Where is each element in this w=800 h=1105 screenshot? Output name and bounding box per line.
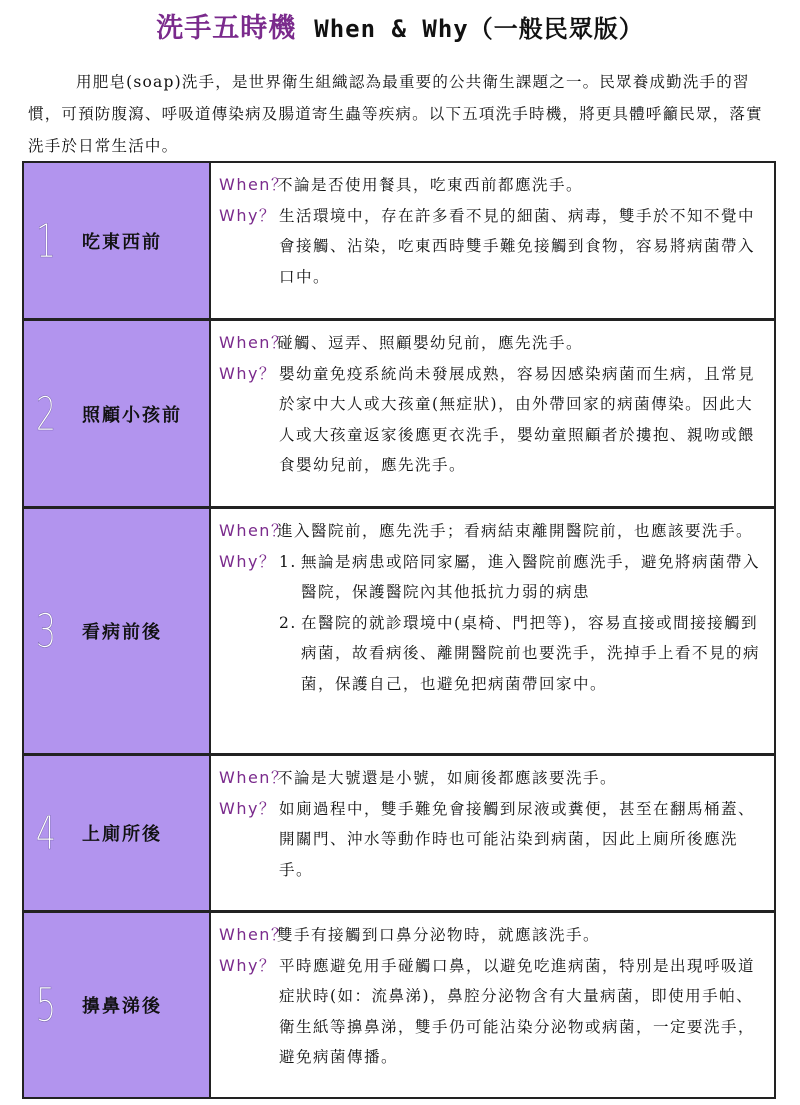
handwash-table: [22, 161, 776, 1099]
row-content-cell: [211, 913, 774, 1097]
row-number: 5: [35, 978, 57, 1032]
why-label: Why？: [219, 205, 277, 225]
why-text: 生活環境中，存在許多看不見的細菌、病毒，雙手於不知不覺中會接觸、沾染，吃東西時雙手難免接觸到食物，容易將病菌帶入口中。: [279, 206, 756, 286]
when-line: [219, 763, 764, 794]
row-number: 3: [35, 604, 57, 658]
why-list: [279, 547, 764, 700]
when-text: 雙手有接觸到口鼻分泌物時，就應該洗手。: [277, 926, 601, 944]
row-number: 4: [35, 806, 57, 860]
why-line: [219, 201, 764, 293]
when-text: 進入醫院前，應先洗手；看病結束離開醫院前，也應該要洗手。: [277, 522, 754, 540]
why-label: Why？: [219, 955, 277, 975]
table-row: [24, 163, 774, 318]
row-content-cell: [211, 509, 774, 753]
why-line: [219, 951, 764, 1073]
why-text: 平時應避免用手碰觸口鼻，以避免吃進病菌，特別是出現呼吸道症狀時(如：流鼻涕)，鼻腔分泌物含有大量病菌，即使用手帕、衛生紙等擤鼻涕，雙手仍可能沾染分泌物或病菌，一定要洗手，避免病菌傳播。: [279, 956, 756, 1066]
list-number: 1.: [279, 552, 297, 571]
when-label: When？: [219, 175, 289, 194]
title-zh: 洗手五時機: [156, 13, 297, 44]
why-label: Why？: [219, 798, 277, 818]
why-line: [219, 547, 764, 700]
when-text: 不論是大號還是小號，如廁後都應該要洗手。: [277, 769, 618, 787]
when-label: When？: [219, 768, 289, 787]
when-line: [219, 170, 764, 201]
list-text: 無論是病患或陪同家屬，進入醫院前應洗手，避免將病菌帶入醫院，保護醫院內其他抵抗力弱的病患: [301, 552, 761, 601]
title-en: When & Why（一般民眾版）: [314, 15, 644, 43]
table-row: [24, 506, 774, 753]
when-label: When？: [219, 925, 289, 944]
row-content-cell: [211, 756, 774, 910]
when-line: [219, 516, 764, 547]
when-line: [219, 328, 764, 359]
why-label: Why？: [219, 363, 277, 383]
row-title: 看病前後: [82, 622, 162, 643]
list-number: 2.: [279, 613, 297, 632]
row-content-cell: [211, 163, 774, 318]
why-text: 嬰幼童免疫系統尚未發展成熟，容易因感染病菌而生病，且常見於家中大人或大孩童(無症狀)，由外帶回家的病菌傳染。因此大人或大孩童返家後應更衣洗手，嬰幼童照顧者於摟抱、親吻或餵食嬰幼兒前，應先洗手。: [279, 364, 756, 474]
why-line: [219, 794, 764, 886]
row-number: 2: [35, 386, 57, 441]
intro-paragraph: [28, 66, 776, 162]
when-label: When？: [219, 333, 289, 352]
page-title: [0, 6, 800, 45]
when-label: When？: [219, 521, 289, 540]
row-label-cell: [24, 163, 211, 318]
row-label-cell: [24, 509, 211, 753]
row-label-cell: [24, 913, 211, 1097]
why-text: 如廁過程中，雙手難免會接觸到尿液或糞便，甚至在翻馬桶蓋、開關門、沖水等動作時也可能沾染到病菌，因此上廁所後應洗手。: [279, 799, 756, 879]
list-item: [279, 608, 764, 700]
why-line: [219, 359, 764, 481]
row-label-cell: [24, 321, 211, 506]
intro-text: 用肥皂(soap)洗手，是世界衛生組織認為最重要的公共衛生課題之一。民眾養成勤洗手的習慣，可預防腹瀉、呼吸道傳染病及腸道寄生蟲等疾病。以下五項洗手時機，將更具體呼籲民眾，落實洗手於日常生活中。: [28, 73, 763, 155]
table-row: [24, 753, 774, 910]
row-content-cell: [211, 321, 774, 506]
table-row: [24, 318, 774, 506]
list-text: 在醫院的就診環境中(桌椅、門把等)，容易直接或間接接觸到病菌，故看病後、離開醫院前也要洗手，洗掉手上看不見的病菌，保護自己，也避免把病菌帶回家中。: [301, 613, 761, 693]
row-title: 吃東西前: [82, 231, 162, 253]
row-title: 擤鼻涕後: [82, 996, 162, 1017]
list-item: [279, 547, 764, 608]
row-title: 上廁所後: [82, 824, 162, 845]
when-line: [219, 920, 764, 951]
why-label: Why？: [219, 551, 277, 571]
when-text: 碰觸、逗弄、照顧嬰幼兒前，應先洗手。: [277, 334, 584, 352]
row-label-cell: [24, 756, 211, 910]
row-title: 照顧小孩前: [82, 404, 182, 426]
row-number: 1: [35, 213, 57, 268]
when-text: 不論是否使用餐具，吃東西前都應洗手。: [277, 176, 584, 194]
table-row: [24, 910, 774, 1097]
